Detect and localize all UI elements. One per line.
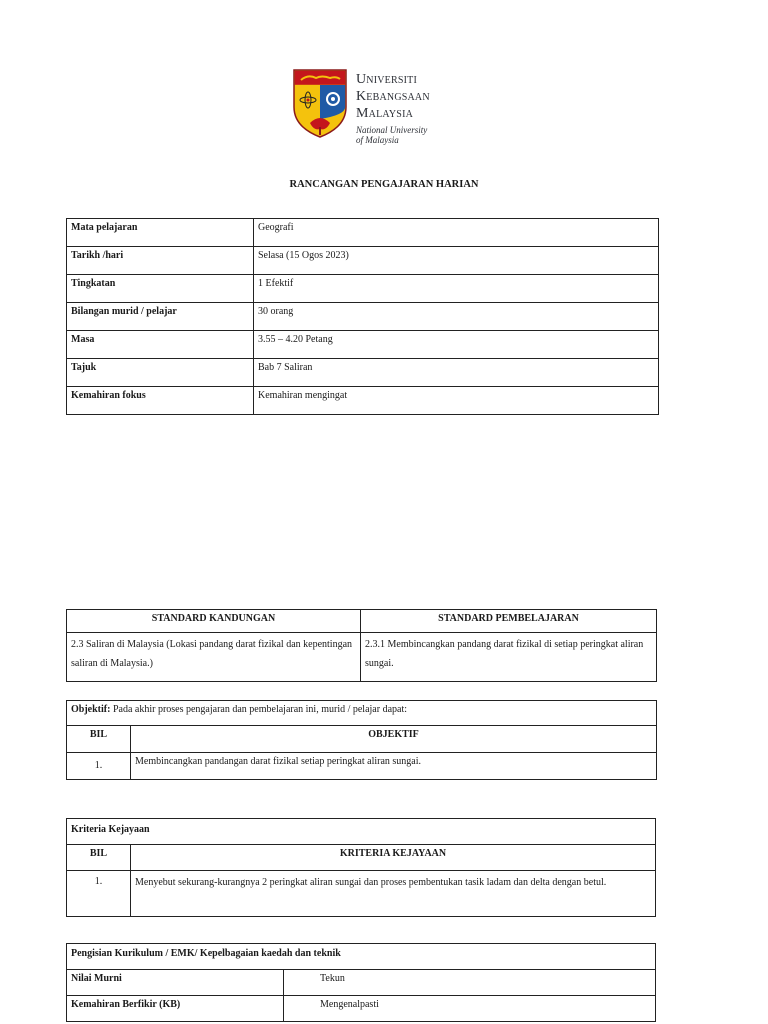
info-label: Bilangan murid / pelajar — [67, 303, 254, 331]
logo-line-3: Malaysia — [356, 106, 414, 121]
pengisian-label: Kemahiran Berfikir (KB) — [67, 996, 284, 1022]
logo-sub-2: of Malaysia — [356, 135, 399, 145]
info-label: Masa — [67, 331, 254, 359]
logo-line-2: Kebangsaan — [356, 89, 430, 104]
info-label: Kemahiran fokus — [67, 387, 254, 415]
info-label: Tajuk — [67, 359, 254, 387]
lesson-info-table — [66, 218, 659, 415]
kriteria-title: Kriteria Kejayaan — [67, 819, 656, 845]
info-value: 30 orang — [254, 303, 659, 331]
table-row — [67, 275, 659, 303]
table-row — [67, 247, 659, 275]
info-value: Kemahiran mengingat — [254, 387, 659, 415]
logo-sub-1: National University — [356, 125, 428, 135]
pengisian-table — [66, 943, 656, 1022]
pengisian-value: Tekun — [284, 970, 656, 996]
pengisian-value: Mengenalpasti — [284, 996, 656, 1022]
info-value: 3.55 – 4.20 Petang — [254, 331, 659, 359]
objektif-intro-text: Pada akhir proses pengajaran dan pembelajaran ini, murid / pelajar dapat: — [110, 704, 408, 715]
standard-pembelajaran-text: 2.3.1 Membincangkan pandang darat fizikal di setiap peringkat aliran sungai. — [361, 633, 657, 682]
logo-line-1: Universiti — [356, 72, 417, 87]
table-header-row — [67, 726, 657, 753]
kriteria-table — [66, 818, 656, 917]
table-row — [67, 359, 659, 387]
table-row — [67, 387, 659, 415]
university-logo — [292, 67, 442, 143]
standard-table — [66, 609, 657, 682]
table-header-row — [67, 610, 657, 633]
info-value: 1 Efektif — [254, 275, 659, 303]
table-row — [67, 996, 656, 1022]
info-label: Tarikh /hari — [67, 247, 254, 275]
table-row — [67, 331, 659, 359]
objektif-table — [66, 700, 657, 780]
ukm-crest-icon — [292, 67, 348, 139]
objektif-intro-row — [67, 701, 657, 726]
standard-kandungan-text: 2.3 Saliran di Malaysia (Lokasi pandang darat fizikal dan kepentingan saliran di Malaysia.) — [67, 633, 361, 682]
page-title: RANCANGAN PENGAJARAN HARIAN — [289, 179, 479, 190]
standard-kandungan-header: STANDARD KANDUNGAN — [67, 610, 361, 633]
kriteria-bil: 1. — [67, 871, 131, 917]
university-name — [356, 71, 430, 145]
table-header-row — [67, 845, 656, 871]
bil-header: BIL — [67, 845, 131, 871]
objektif-bil: 1. — [67, 753, 131, 780]
standard-pembelajaran-header: STANDARD PEMBELAJARAN — [361, 610, 657, 633]
table-row — [67, 219, 659, 247]
kriteria-title-row — [67, 819, 656, 845]
table-row — [67, 871, 656, 917]
kriteria-text: Menyebut sekurang-kurangnya 2 peringkat aliran sungai dan proses pembentukan tasik ladam dan delta dengan betul. — [131, 871, 656, 917]
objektif-label: Objektif: — [71, 704, 111, 715]
pengisian-title-row — [67, 944, 656, 970]
table-row — [67, 633, 657, 682]
pengisian-title: Pengisian Kurikulum / EMK/ Kepelbagaian kaedah dan teknik — [67, 944, 656, 970]
pengisian-label: Nilai Murni — [67, 970, 284, 996]
objektif-header: OBJEKTIF — [131, 726, 657, 753]
info-value: Geografi — [254, 219, 659, 247]
info-value: Selasa (15 Ogos 2023) — [254, 247, 659, 275]
bil-header: BIL — [67, 726, 131, 753]
kriteria-header: KRITERIA KEJAYAAN — [131, 845, 656, 871]
objektif-text: Membincangkan pandangan darat fizikal setiap peringkat aliran sungai. — [131, 753, 657, 780]
info-label: Tingkatan — [67, 275, 254, 303]
info-label: Mata pelajaran — [67, 219, 254, 247]
table-row — [67, 303, 659, 331]
table-row — [67, 970, 656, 996]
table-row — [67, 753, 657, 780]
info-value: Bab 7 Saliran — [254, 359, 659, 387]
objektif-intro — [67, 701, 657, 726]
